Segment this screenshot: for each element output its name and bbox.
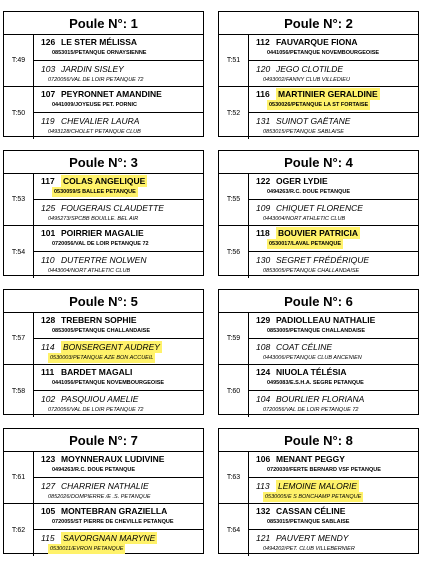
table-number: T:59 [219, 313, 249, 364]
table-number: T:49 [4, 35, 34, 86]
player-number: 125 [41, 203, 56, 213]
player-club-row [249, 187, 418, 199]
player-club: 0530026/PETANQUE LA ST FORTAISE [269, 102, 369, 108]
player-club-row [249, 266, 418, 278]
player-name: PAUVERT MENDY [276, 533, 349, 543]
table-number: T:50 [4, 87, 34, 139]
player-club: 0495273/SPCBB BOUILLE. BEL AIR [48, 216, 139, 222]
player-name-row [34, 341, 203, 353]
player-name-row [249, 202, 418, 214]
player-entry [249, 504, 418, 529]
player-club-row [34, 378, 203, 390]
player-club-row [34, 492, 203, 504]
match-row [219, 365, 418, 417]
player-number: 115 [41, 533, 55, 543]
player-name: TREBERN SOPHIE [61, 315, 137, 325]
player-name: NIUOLA TÉLÉSIA [276, 367, 347, 377]
player-name: SAVORGNAN MARYNE [63, 533, 156, 543]
player-name-row [34, 88, 203, 100]
player-club: 0720056/VAL DE LOIR PETANQUE 72 [263, 407, 359, 413]
player-club: 0530017/LAVAL PETANQUE [269, 241, 342, 247]
player-club: 0530011/EVRON PETANQUE [50, 546, 124, 552]
player-name-row [249, 453, 418, 465]
match-row [4, 365, 203, 417]
player-club: 0853005/PETANQUE CHALLANDAISE [52, 328, 151, 334]
pool-box [3, 150, 204, 276]
player-name-row [34, 532, 203, 544]
player-name-row [249, 341, 418, 353]
player-name: BOUVIER PATRICIA [278, 228, 358, 238]
player-name: PEYRONNET AMANDINE [61, 89, 162, 99]
pool-box [218, 150, 419, 276]
player-name: JEGO CLOTILDE [276, 64, 344, 74]
player-entry [34, 251, 203, 277]
player-entry [249, 112, 418, 138]
player-club: 0441056/PETANQUE NOVEMBOURGEOISE [52, 380, 165, 386]
player-club-row [34, 465, 203, 477]
player-club: 0853015/PETANQUE ORNAYSIENNE [52, 50, 147, 56]
player-number: 101 [41, 228, 56, 238]
player-number: 103 [41, 64, 56, 74]
player-club-row [249, 48, 418, 60]
player-name: FOUGERAIS CLAUDETTE [61, 203, 164, 213]
player-number: 120 [256, 64, 271, 74]
match-row [4, 226, 203, 278]
player-name-row [249, 36, 418, 48]
player-number: 109 [256, 203, 271, 213]
player-entry [249, 529, 418, 555]
player-number: 102 [41, 394, 56, 404]
table-number: T:60 [219, 365, 249, 417]
player-name: COLAS ANGELIQUE [63, 176, 146, 186]
player-club-row [249, 378, 418, 390]
player-name: LEMOINE MALORIE [278, 481, 357, 491]
player-name-row [34, 227, 203, 239]
player-entry [34, 365, 203, 390]
player-number: 110 [41, 255, 55, 265]
player-club: 0441009/JOYEUSE PET. PORNIC [52, 102, 137, 108]
player-club: 0530003/PETANQUE AZE BON ACCUEIL [50, 355, 154, 361]
player-club-row [34, 75, 203, 87]
player-club: 0720056/VAL DE LOIR PETANQUE 72 [48, 407, 144, 413]
table-number: T:56 [219, 226, 249, 278]
player-number: 127 [41, 481, 56, 491]
match-row [4, 87, 203, 139]
player-name: LE STER MÉLISSA [61, 37, 138, 47]
player-name: CHIQUET FLORENCE [276, 203, 363, 213]
player-club: 0443006/PETANQUE CLUB ANCENIEN [263, 355, 362, 361]
match-row [219, 87, 418, 139]
player-club-row [249, 353, 418, 365]
pool-box [3, 289, 204, 415]
match-row [219, 226, 418, 278]
player-name-row [249, 480, 418, 492]
player-club-row [34, 544, 203, 556]
player-club: 0720055/ST PIERRE DE CHEVILLE PETANQUE [52, 519, 174, 525]
player-name: MONTEBRAN GRAZIELLA [61, 506, 168, 516]
player-club-row [249, 465, 418, 477]
table-number: T:54 [4, 226, 34, 278]
player-name-row [34, 115, 203, 127]
player-entry [34, 529, 203, 555]
player-club-row [249, 100, 418, 112]
pool-title: Poule N°: 2 [219, 12, 418, 35]
player-club: 0441056/PETANQUE NOVEMBOURGEOISE [267, 50, 380, 56]
player-club: 0443004/NORT ATHLETIC CLUB [263, 216, 346, 222]
player-name-row [249, 175, 418, 187]
player-name: FAUVARQUE FIONA [276, 37, 358, 47]
match-row [4, 452, 203, 504]
player-name: BARDET MAGALI [61, 367, 133, 377]
player-club-row [34, 239, 203, 251]
match-row [4, 313, 203, 365]
pool-title: Poule N°: 3 [4, 151, 203, 174]
player-entry [34, 87, 203, 112]
player-name-row [34, 314, 203, 326]
player-name: CHEVALIER LAURA [61, 116, 140, 126]
player-number: 131 [256, 116, 271, 126]
player-entry [34, 313, 203, 338]
player-name-row [249, 254, 418, 266]
player-entry [34, 60, 203, 86]
player-name: OGER LYDIE [276, 176, 328, 186]
player-number: 107 [41, 89, 56, 99]
player-club: 0853005/PETANQUE CHALLANDAISE [263, 268, 360, 274]
player-number: 132 [256, 506, 271, 516]
player-entry [34, 199, 203, 225]
player-club-row [249, 544, 418, 556]
player-name-row [34, 393, 203, 405]
player-number: 123 [41, 454, 56, 464]
player-entry [34, 504, 203, 529]
player-club: 0720056/VAL DE LOIR PETANQUE 72 [48, 77, 144, 83]
player-club-row [34, 326, 203, 338]
player-number: 122 [256, 176, 271, 186]
player-name: CASSAN CÉLINE [276, 506, 346, 516]
player-entry [34, 338, 203, 364]
table-number: T:63 [219, 452, 249, 503]
player-entry [34, 35, 203, 60]
player-name-row [34, 480, 203, 492]
player-name-row [34, 254, 203, 266]
player-club: 0443004/NORT ATHLETIC CLUB [48, 268, 131, 274]
pool-title: Poule N°: 1 [4, 12, 203, 35]
pool-title: Poule N°: 4 [219, 151, 418, 174]
pool-title: Poule N°: 6 [219, 290, 418, 313]
pool-box [218, 428, 419, 554]
table-number: T:62 [4, 504, 34, 556]
player-name: COAT CÉLINE [276, 342, 333, 352]
player-club: 0495083/E.S.H.A. SEGRE PETANQUE [267, 380, 364, 386]
player-name-row [34, 63, 203, 75]
table-number: T:57 [4, 313, 34, 364]
player-name-row [249, 314, 418, 326]
player-number: 117 [41, 176, 55, 186]
player-number: 118 [256, 228, 270, 238]
player-name-row [249, 115, 418, 127]
player-name-row [34, 505, 203, 517]
player-name-row [34, 453, 203, 465]
player-club: 0530059/S BALLEE PETANQUE [54, 189, 136, 195]
player-club: 0720030/FERTE BERNARD VSF PETANQUE [267, 467, 381, 473]
player-club: 0494263/R.C. DOUE PETANQUE [267, 189, 351, 195]
player-club-row [249, 127, 418, 139]
pool-title: Poule N°: 8 [219, 429, 418, 452]
pool-title: Poule N°: 7 [4, 429, 203, 452]
player-name-row [249, 505, 418, 517]
player-number: 129 [256, 315, 271, 325]
player-name-row [249, 366, 418, 378]
table-number: T:53 [4, 174, 34, 225]
player-number: 105 [41, 506, 56, 516]
player-club-row [249, 326, 418, 338]
player-name-row [34, 366, 203, 378]
player-club-row [34, 100, 203, 112]
player-entry [249, 477, 418, 503]
player-entry [249, 251, 418, 277]
player-entry [34, 174, 203, 199]
player-name: BOURLIER FLORIANA [276, 394, 365, 404]
match-row [219, 174, 418, 226]
player-entry [249, 35, 418, 60]
player-number: 121 [256, 533, 271, 543]
player-name-row [249, 227, 418, 239]
player-name-row [34, 202, 203, 214]
player-entry [249, 390, 418, 416]
table-number: T:58 [4, 365, 34, 417]
player-name-row [34, 175, 203, 187]
player-number: 124 [256, 367, 271, 377]
match-row [219, 35, 418, 87]
table-number: T:64 [219, 504, 249, 556]
player-name: PASQUIOU AMELIE [61, 394, 139, 404]
player-number: 114 [41, 342, 55, 352]
player-club-row [249, 75, 418, 87]
player-club-row [34, 517, 203, 529]
player-entry [249, 60, 418, 86]
player-entry [249, 365, 418, 390]
pool-box [218, 11, 419, 137]
player-number: 119 [41, 116, 55, 126]
player-name: CHARRIER NATHALIE [61, 481, 149, 491]
player-club-row [249, 405, 418, 417]
pool-box [218, 289, 419, 415]
player-number: 113 [256, 481, 270, 491]
player-number: 126 [41, 37, 56, 47]
table-number: T:61 [4, 452, 34, 503]
player-club-row [34, 405, 203, 417]
player-club: 0494263/R.C. DOUE PETANQUE [52, 467, 136, 473]
player-name: BONSERGENT AUDREY [63, 342, 160, 352]
player-entry [34, 477, 203, 503]
player-club-row [249, 492, 418, 504]
pool-box [3, 428, 204, 554]
player-name: POIRRIER MAGALIE [61, 228, 144, 238]
table-number: T:51 [219, 35, 249, 86]
table-number: T:52 [219, 87, 249, 139]
player-name: SUINOT GAËTANE [276, 116, 351, 126]
player-club: 0853015/PETANQUE SABLAISE [267, 519, 350, 525]
player-number: 116 [256, 89, 270, 99]
player-entry [249, 199, 418, 225]
player-club: 0853005/PETANQUE CHALLANDAISE [267, 328, 366, 334]
pool-title: Poule N°: 5 [4, 290, 203, 313]
player-club-row [34, 266, 203, 278]
player-club-row [34, 127, 203, 139]
player-entry [34, 452, 203, 477]
player-club-row [34, 187, 203, 199]
player-number: 108 [256, 342, 271, 352]
player-club: 0852026/DOMPIERRE /E .S. PETANQUE [48, 494, 151, 500]
player-name: JARDIN SISLEY [61, 64, 124, 74]
player-entry [34, 226, 203, 251]
match-row [219, 452, 418, 504]
player-number: 104 [256, 394, 271, 404]
player-name: MOYNNERAUX LUDIVINE [61, 454, 165, 464]
player-entry [249, 338, 418, 364]
player-name: PADIOLLEAU NATHALIE [276, 315, 376, 325]
pool-box [3, 11, 204, 137]
player-club: 0493002/FANNY CLUB VILLEDIEU [263, 77, 350, 83]
player-number: 128 [41, 315, 56, 325]
player-name-row [249, 88, 418, 100]
player-name-row [249, 532, 418, 544]
player-entry [249, 452, 418, 477]
player-club-row [249, 517, 418, 529]
match-row [4, 174, 203, 226]
player-name-row [249, 393, 418, 405]
player-entry [34, 390, 203, 416]
player-name: SEGRET FRÉDÉRIQUE [276, 255, 370, 265]
player-number: 112 [256, 37, 270, 47]
player-entry [34, 112, 203, 138]
player-number: 111 [41, 367, 55, 377]
player-entry [249, 226, 418, 251]
player-club-row [34, 353, 203, 365]
player-club: 0494202/PET. CLUB VILLEBERNIER [263, 546, 355, 552]
player-name-row [34, 36, 203, 48]
player-name: DUTERTRE NOLWEN [61, 255, 147, 265]
match-row [219, 313, 418, 365]
player-number: 106 [256, 454, 271, 464]
table-number: T:55 [219, 174, 249, 225]
player-entry [249, 87, 418, 112]
player-entry [249, 313, 418, 338]
player-club-row [249, 239, 418, 251]
player-name-row [249, 63, 418, 75]
match-row [4, 35, 203, 87]
player-name: MARTINIER GERALDINE [278, 89, 378, 99]
player-club-row [34, 48, 203, 60]
match-row [219, 504, 418, 556]
player-club: 0530005/E S BONCHAMP PETANQUE [265, 494, 362, 500]
player-name: MENANT PEGGY [276, 454, 345, 464]
player-entry [249, 174, 418, 199]
player-number: 130 [256, 255, 271, 265]
player-club-row [249, 214, 418, 226]
player-club: 0493128/CHOLET PETANQUE CLUB [48, 129, 141, 135]
match-row [4, 504, 203, 556]
player-club: 0853015/PETANQUE SABLAISE [263, 129, 344, 135]
player-club-row [34, 214, 203, 226]
player-club: 0720056/VAL DE LOIR PETANQUE 72 [52, 241, 149, 247]
